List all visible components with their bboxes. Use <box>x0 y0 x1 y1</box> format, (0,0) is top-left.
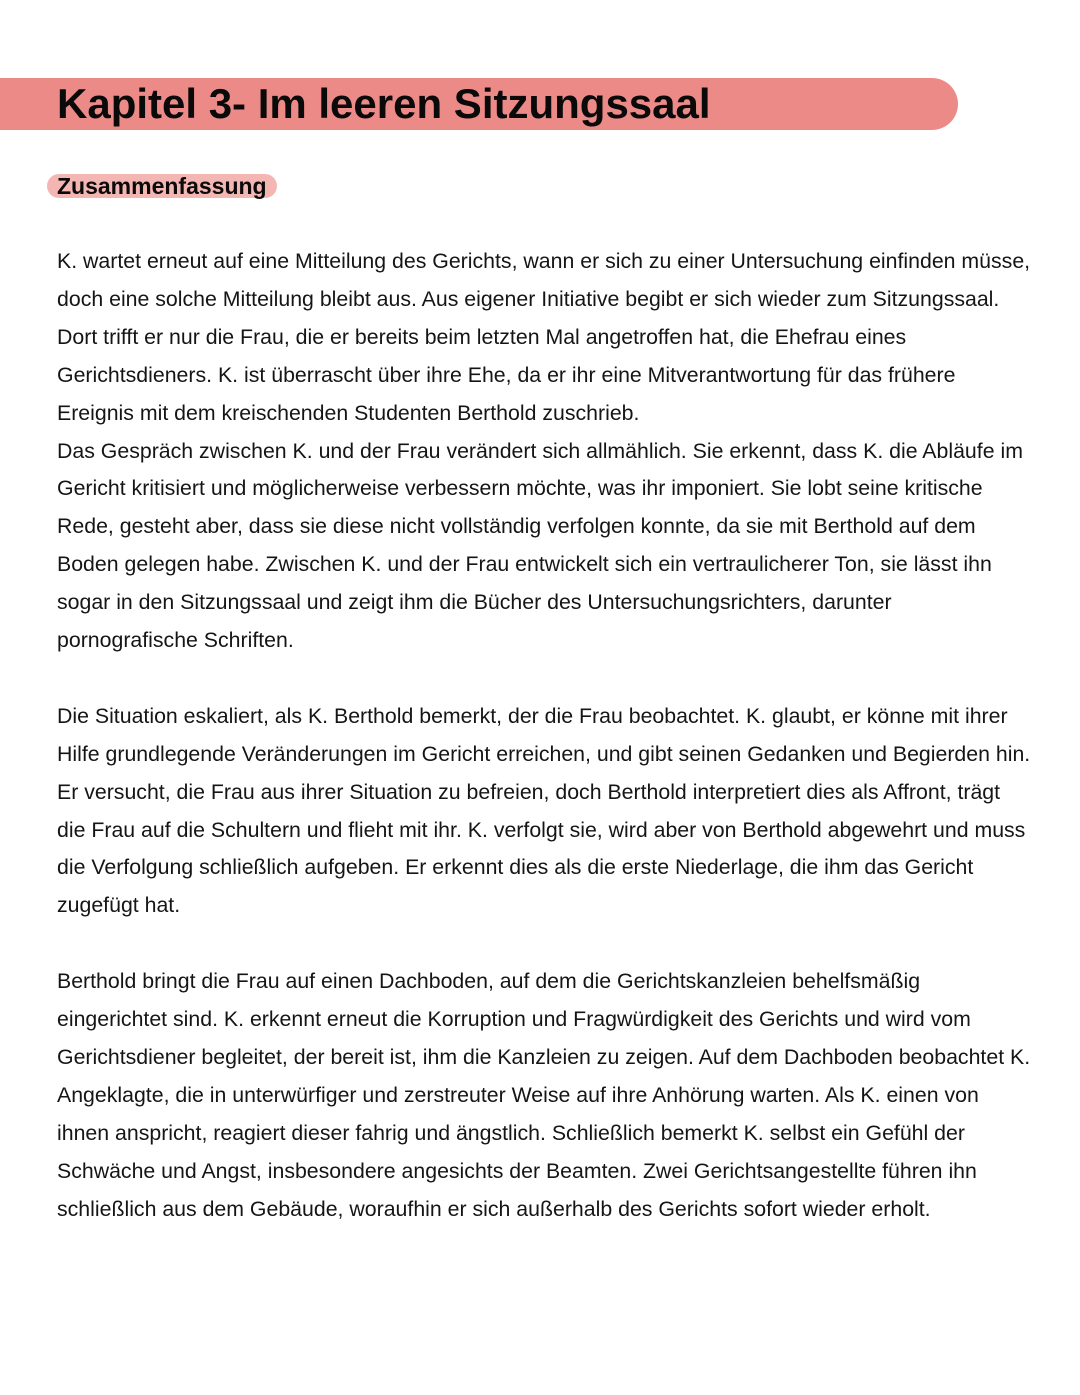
summary-paragraph-3: Die Situation eskaliert, als K. Berthold bemerkt, der die Frau beobachtet. K. glaubt, er könne mit ihrer Hilfe grundlegende Veränderungen im Gericht erreichen, und gibt seinen Gedanken und Begierden hin. Er versucht, die Frau aus ihrer Situation zu befreien, doch Berthold interpretiert dies als Affront, trägt die Frau auf die Schultern und flieht mit ihr. K. verfolgt sie, wird aber von Berthold abgewehrt und muss die Verfolgung schließlich aufgeben. Er erkennt dies als die erste Niederlage, die ihm das Gericht zugefügt hat. <box>57 703 1031 918</box>
summary-paragraph-1: K. wartet erneut auf eine Mitteilung des Gerichts, wann er sich zu einer Untersuchung einfinden müsse, doch eine solche Mitteilung bleibt aus. Aus eigener Initiative begibt er sich wieder zum Sitzungssaal. Dort trifft er nur die Frau, die er bereits beim letzten Mal angetroffen hat, die Ehefrau eines Gerichtsdieners. K. ist überrascht über ihre Ehe, da er ihr eine Mitverantwortung für das frühere Ereignis mit dem kreischenden Studenten Berthold zuschrieb. <box>57 249 1031 425</box>
summary-paragraph-4: Berthold bringt die Frau auf einen Dachboden, auf dem die Gerichtskanzleien behelfsmäßig eingerichtet sind. K. erkennt erneut die Korruption und Fragwürdigkeit des Gerichts und wird vom Gerichtsdiener begleitet, der bereit ist, ihm die Kanzleien zu zeigen. Auf dem Dachboden beobachtet K. Angeklagte, die in unterwürfiger und zerstreuter Weise auf ihre Anhörung warten. Als K. einen von ihnen anspricht, reagiert dieser fahrig und ängstlich. Schließlich bemerkt K. selbst ein Gefühl der Schwäche und Angst, insbesondere angesichts der Beamten. Zwei Gerichtsangestellte führen ihn schließlich aus dem Gebäude, woraufhin er sich außerhalb des Gerichts sofort wieder erholt. <box>57 969 1031 1221</box>
summary-body <box>57 243 1032 1229</box>
page-title: Kapitel 3- Im leeren Sitzungssaal <box>57 80 711 127</box>
summary-paragraph-2: Das Gespräch zwischen K. und der Frau verändert sich allmählich. Sie erkennt, dass K. die Abläufe im Gericht kritisiert und möglicherweise verbessern möchte, was ihr imponiert. Sie lobt seine kritische Rede, gesteht aber, dass sie diese nicht vollständig verfolgen konnte, da sie mit Berthold auf dem Boden gelegen habe. Zwischen K. und der Frau entwickelt sich ein vertraulicherer Ton, sie lässt ihn sogar in den Sitzungssaal und zeigt ihm die Bücher des Untersuchungsrichters, darunter pornografische Schriften. <box>57 438 1023 653</box>
section-label-zusammenfassung: Zusammenfassung <box>47 174 277 198</box>
